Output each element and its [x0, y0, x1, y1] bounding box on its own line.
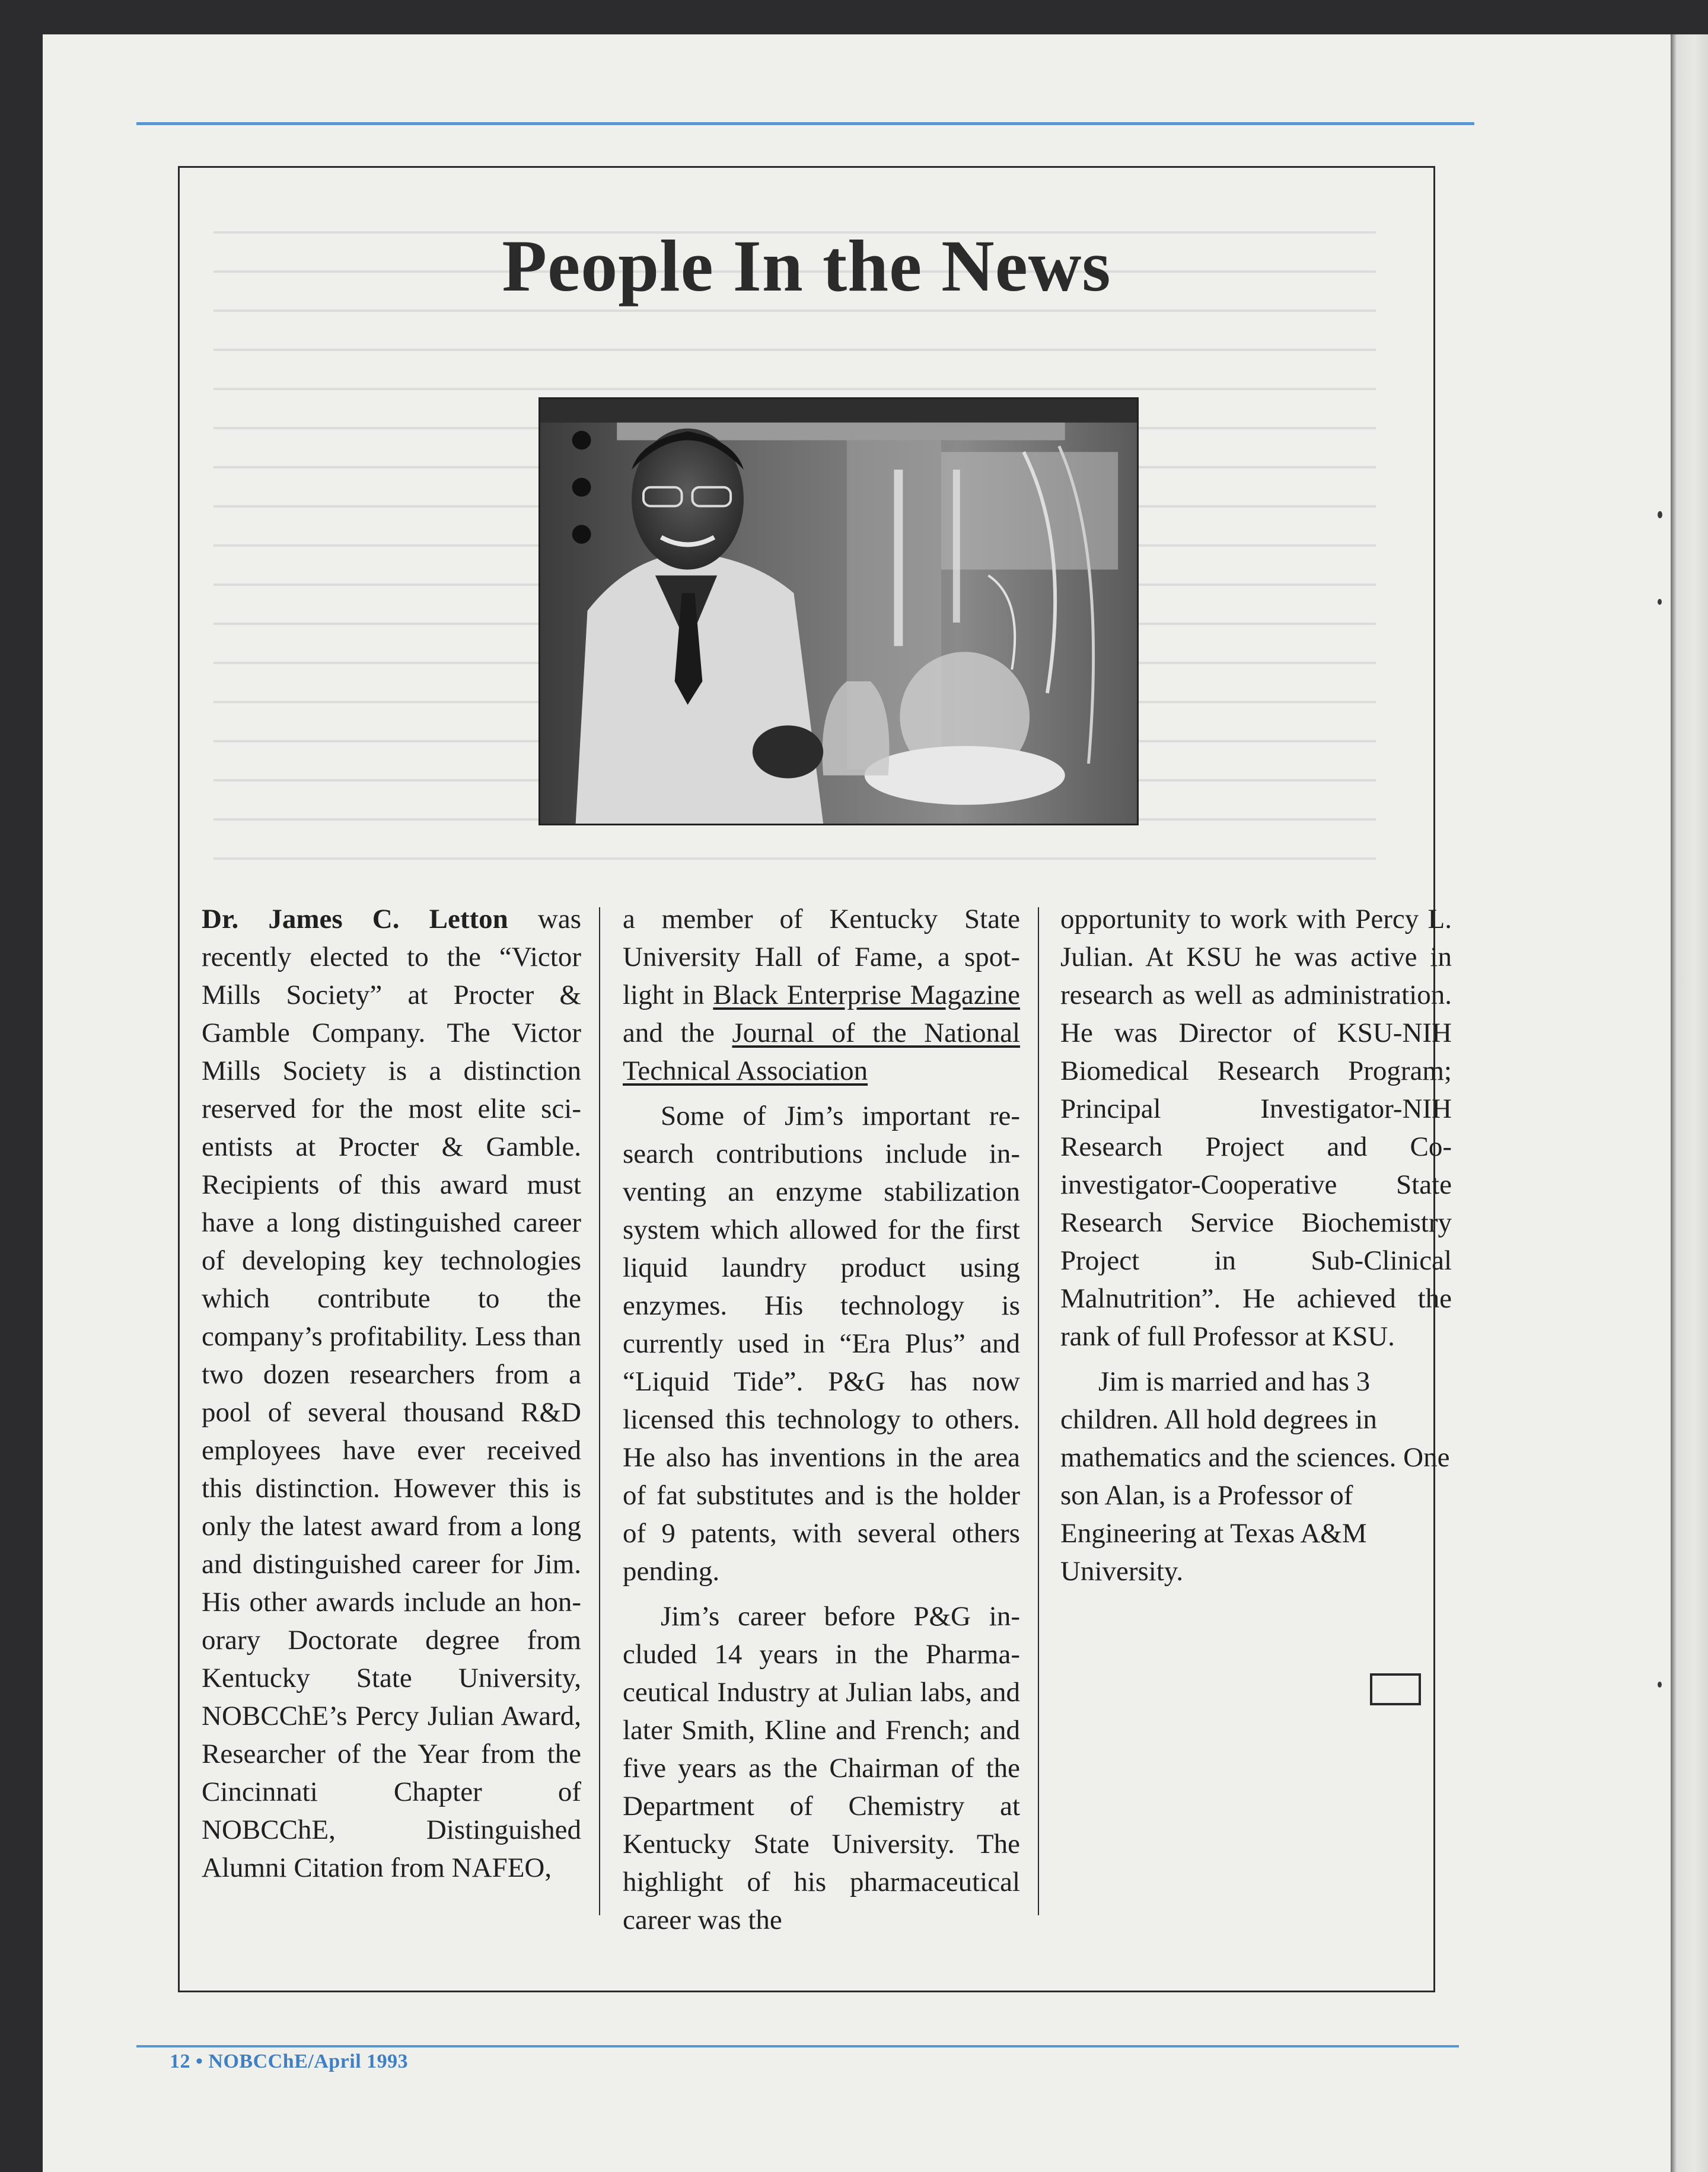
paragraph-text: was recently elected to the “Victor Mills Society” at Procter & Gamble Company. The Victor Mills Society is a distinction reserved for the most elite scientists at Procter & Gamble. Recipients of this award must have a long distinguished career of developing key technologies which contribute to the company’s profitability. Less than two dozen researchers from a pool of several thousand R&D employees have ever received this distinction. However this is only the latest award from a long and distinguished career for Jim. His other awards include an honorary Doctorate degree from Kentucky State University, NOBCChE’s Percy Julian Award, Researcher of the Year from the Cincinnati Chapter of NOBCChE, Distinguished Alumni Citation from NAFEO,	[202, 904, 582, 1883]
paragraph	[202, 900, 581, 1887]
facing-page-edge	[1671, 34, 1708, 2172]
paper-speck	[1658, 511, 1662, 518]
bottom-rule	[136, 2045, 1459, 2047]
paragraph	[623, 900, 1020, 1090]
publication-title: Black Enterprise Magazine	[713, 980, 1021, 1010]
article-column-3	[1060, 900, 1452, 1590]
paragraph: Jim is married and has 3 children. All hold degrees in mathematics and the sciences. One son Alan, is a Professor of Engineering at Texas A&M University.	[1060, 1366, 1450, 1587]
article-column-1	[202, 900, 581, 1887]
paragraph-text: and the	[623, 1018, 732, 1048]
paragraph: Some of Jim’s important research contributions include inventing an enzyme stabilization system which allowed for the first liquid laundry product using enzymes. His technology is currently used in “Era Plus” and “Liquid Tide”. P&G has now licensed this technology to others. He also has inventions in the area of fat substitutes and is the holder of 9 patents, with several others pending.	[623, 1101, 1020, 1587]
paragraph: opportunity to work with Percy L. Julian. At KSU he was active in research as well as administration. He was Director of KSU-NIH Biomedical Research Program; Principal Investigator-NIH Research Project and Co-investigator-Cooperative State Research Service Biochemistry Project in Sub-Clinical Malnutrition”. He achieved the rank of full Professor at KSU.	[1060, 904, 1452, 1352]
publication-title: Journal of the National Technical Association	[623, 1018, 1021, 1086]
top-rule	[136, 122, 1474, 125]
paper-speck	[1658, 599, 1662, 605]
page-title: People In the News	[502, 225, 1111, 307]
page-footer: 12 • NOBCChE/April 1993	[170, 2050, 409, 2072]
paragraph: Jim’s career before P&G included 14 years in the Pharmaceutical Industry at Julian labs, and later Smith, Kline and French; and five years as the Chairman of the Department of Chemistry at Kentucky State University. The highlight of his pharmaceutical career was the	[623, 1601, 1020, 1935]
column-divider	[599, 907, 600, 1915]
end-mark-icon	[1370, 1673, 1421, 1705]
scientist-lab-photo	[538, 397, 1139, 825]
article-column-2	[623, 900, 1020, 1939]
photo-icon	[540, 399, 1137, 824]
paper-speck	[1658, 1682, 1662, 1688]
person-name: Dr. James C. Letton	[202, 904, 508, 934]
column-divider	[1038, 907, 1039, 1915]
paragraph-text: a member of Kentucky State University Hall of Fame, a spotlight in	[623, 904, 1020, 1010]
